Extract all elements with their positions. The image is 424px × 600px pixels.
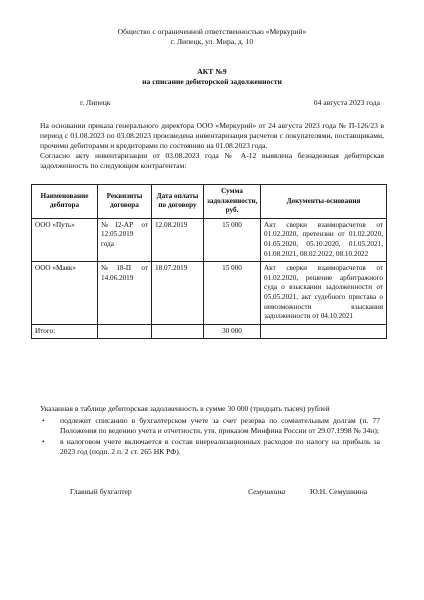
handwritten-signature: Семушкина bbox=[248, 487, 286, 496]
column-header-due-date: Дата оплаты по договору bbox=[152, 185, 204, 219]
intro-paragraph-2: Согласно акту инвентаризации от 03.08.2023 года № А-12 выявлена безнадежная дебиторская задолженность по следующим контрагентам: bbox=[40, 151, 384, 170]
organization-header bbox=[0, 27, 424, 47]
cell-due-date: 12.08.2019 bbox=[152, 218, 204, 261]
intro-paragraph-1: На основании приказа генерального директора ООО «Меркурий» от 24 августа 2023 года № П-126/23 в период с 01.08.2023 по 03.08.2023 произведена инвентаризация расчетов с покупателями, поставщиками, прочими дебиторами и кредиторами по состоянию на 01.08.2023 года. bbox=[40, 121, 384, 150]
cell-debtor: ООО «Маяк» bbox=[32, 262, 98, 325]
cell-debtor: ООО «Путь» bbox=[32, 218, 98, 261]
organization-name: Общество с ограниченной ответственностью «Меркурий» bbox=[117, 27, 307, 36]
column-header-contract: Реквизиты договора bbox=[98, 185, 152, 219]
cell-contract: №18-П от 14.06.2019 bbox=[98, 262, 152, 325]
document-title bbox=[0, 67, 424, 87]
list-item-text: подлежит списанию в бухгалтерском учете за счет резерва по сомнительным долгам (п. 77 Положения по ведению учета и отчетности, утв. приказом Минфина России от 29.07.1998 № 34н); bbox=[60, 416, 380, 435]
total-label: Итого: bbox=[32, 324, 98, 339]
receivables-table bbox=[31, 184, 387, 339]
signatory-name: Ю.Н. Семушкина bbox=[310, 487, 368, 496]
cell-amount: 15 000 bbox=[204, 262, 261, 325]
city: г. Липецк bbox=[80, 98, 111, 107]
column-header-debtor: Наименование дебитора bbox=[32, 185, 98, 219]
act-subject: на списание дебиторской задолженности bbox=[142, 77, 282, 86]
summary-text: Указанная в таблице дебиторская задолженность в сумме 30 000 (тридцать тысяч) рублей bbox=[40, 404, 330, 413]
cell-due-date: 18.07.2019 bbox=[152, 262, 204, 325]
column-header-documents: Документы-основания bbox=[261, 185, 387, 219]
decision-list bbox=[40, 416, 380, 458]
list-item bbox=[40, 437, 380, 457]
place-date-line bbox=[80, 98, 380, 108]
table-total-row bbox=[32, 324, 387, 339]
signatory-position: Главный бухгалтер bbox=[70, 487, 132, 496]
act-number: АКТ №9 bbox=[197, 67, 227, 76]
column-header-amount: Сумма задолженности, руб. bbox=[204, 185, 261, 219]
total-amount: 30 000 bbox=[204, 324, 261, 339]
organization-address: г. Липецк, ул. Мира, д. 10 bbox=[170, 37, 254, 46]
table-header-row bbox=[32, 185, 387, 219]
table-row bbox=[32, 262, 387, 325]
empty-cell bbox=[98, 324, 152, 339]
list-item-text: в налоговом учете включается в состав внереализационных расходов по налогу на прибыль за 2023 год (подп. 2 п. 2 ст. 265 НК РФ). bbox=[60, 437, 380, 456]
cell-amount: 15 000 bbox=[204, 218, 261, 261]
bullet-icon: • bbox=[42, 416, 45, 425]
empty-cell bbox=[261, 324, 387, 339]
document-date: 04 августа 2023 года bbox=[313, 98, 380, 107]
empty-cell bbox=[152, 324, 204, 339]
cell-documents: Акт сверки взаиморасчетов от 01.02.2020, решение арбитражного суда о взыскании задолженности от 05.05.2021, акт судебного пристава о невозможности взыскания задолженности от 04.10.2021 bbox=[261, 262, 387, 325]
table-row bbox=[32, 218, 387, 261]
cell-contract: №12-АР от 12.05.2019 года bbox=[98, 218, 152, 261]
intro-text bbox=[40, 121, 384, 171]
list-item bbox=[40, 416, 380, 436]
cell-documents: Акт сверки взаиморасчетов от 01.02.2020, претензии от 01.02.2020, 01.05.2020, 05.10.2020, 01.05.2021, 01.08.2021, 08.02.2022, 08.10.2022 bbox=[261, 218, 387, 261]
bullet-icon: • bbox=[42, 437, 45, 446]
